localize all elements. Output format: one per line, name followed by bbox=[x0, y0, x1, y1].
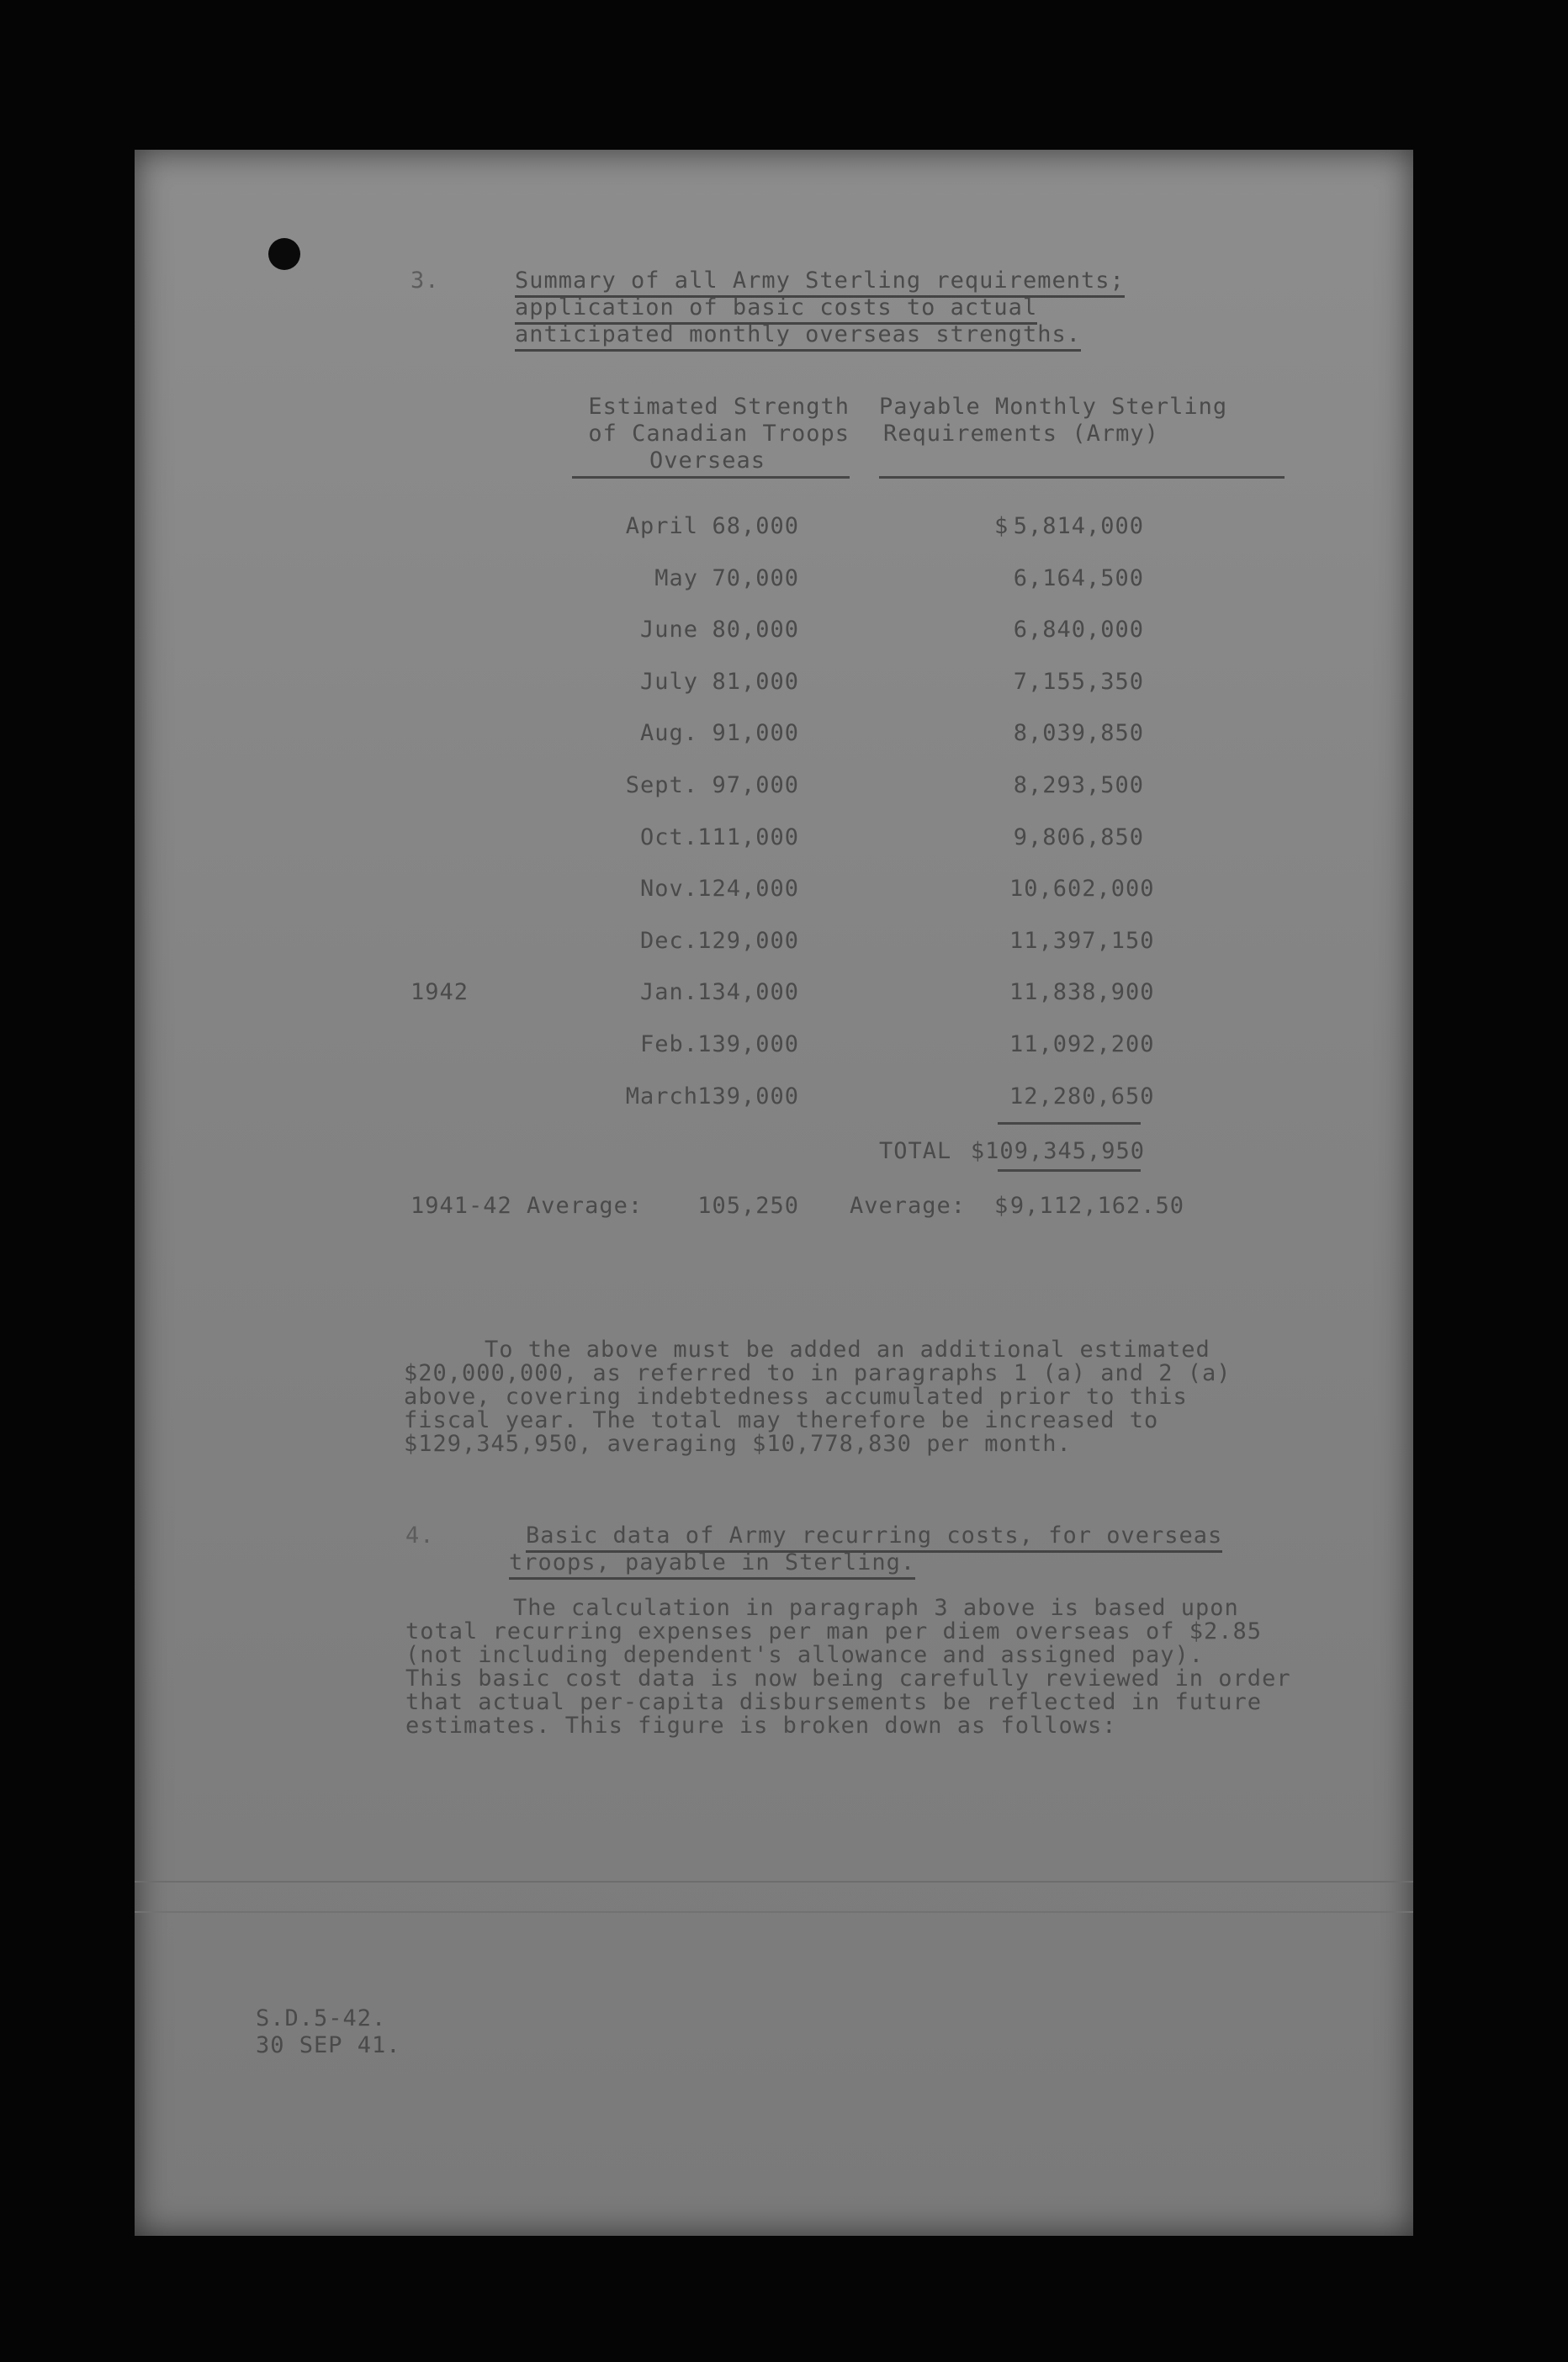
total-label: TOTAL bbox=[879, 1138, 952, 1164]
section-4-heading-line: troops, payable in Sterling. bbox=[509, 1549, 915, 1580]
row-month: Oct. bbox=[639, 824, 698, 850]
row-amount: 7,155,350 bbox=[1013, 669, 1144, 695]
sterling-column-header: Payable Monthly Sterling bbox=[879, 394, 1228, 420]
document-reference: S.D.5-42. bbox=[256, 2005, 387, 2031]
row-strength: 97,000 bbox=[712, 772, 799, 798]
row-strength: 111,000 bbox=[697, 824, 799, 850]
total-rule bbox=[998, 1122, 1141, 1125]
row-strength: 139,000 bbox=[697, 1083, 799, 1110]
row-strength: 81,000 bbox=[712, 669, 799, 695]
table-row bbox=[135, 1031, 1413, 1065]
row-month: April bbox=[625, 513, 698, 539]
paragraph-line: This basic cost data is now being carefully reviewed in order bbox=[405, 1666, 1291, 1692]
row-amount: 6,840,000 bbox=[1013, 617, 1144, 643]
row-amount: 11,397,150 bbox=[1009, 928, 1155, 954]
row-strength: 124,000 bbox=[697, 876, 799, 902]
strength-header-rule bbox=[572, 476, 850, 479]
sterling-column-header: Requirements (Army) bbox=[883, 421, 1159, 447]
paragraph-line: above, covering indebtedness accumulated prior to this bbox=[404, 1384, 1188, 1410]
punch-hole bbox=[268, 238, 300, 270]
row-month: July bbox=[639, 669, 698, 695]
total-underline bbox=[998, 1169, 1141, 1172]
row-month: Aug. bbox=[639, 720, 698, 746]
row-month: Feb. bbox=[639, 1031, 698, 1057]
section-3-heading-line: application of basic costs to actual bbox=[515, 294, 1037, 325]
row-month: March bbox=[625, 1083, 698, 1110]
fold-line bbox=[135, 1881, 1413, 1883]
additional-estimate-paragraph bbox=[404, 1338, 1232, 1456]
paragraph-line: fiscal year. The total may therefore be increased to bbox=[404, 1407, 1159, 1433]
paragraph-line: $20,000,000, as referred to in paragraphs 1 (a) and 2 (a) bbox=[404, 1360, 1232, 1386]
row-month: Sept. bbox=[625, 772, 698, 798]
strength-column-header: of Canadian Troops bbox=[588, 421, 850, 447]
paragraph-line: (not including dependent's allowance and assigned pay). bbox=[405, 1642, 1205, 1668]
section-3-number: 3. bbox=[411, 267, 440, 294]
document-page bbox=[135, 150, 1413, 2236]
table-row bbox=[135, 1083, 1413, 1117]
table-row bbox=[135, 669, 1413, 702]
row-amount: 8,293,500 bbox=[1013, 772, 1144, 798]
paragraph-line: estimates. This figure is broken down as follows: bbox=[405, 1713, 1117, 1739]
row-month: Nov. bbox=[639, 876, 698, 902]
row-strength: 70,000 bbox=[712, 565, 799, 591]
paragraph-line: that actual per-capita disbursements be reflected in future bbox=[405, 1689, 1263, 1715]
row-year: 1942 bbox=[411, 979, 469, 1005]
paragraph-line: The calculation in paragraph 3 above is based upon bbox=[513, 1595, 1239, 1621]
strength-column-header: Estimated Strength bbox=[588, 394, 850, 420]
row-strength: 134,000 bbox=[697, 979, 799, 1005]
table-row bbox=[135, 979, 1413, 1013]
average-strength: 105,250 bbox=[697, 1193, 799, 1219]
row-amount: 10,602,000 bbox=[1009, 876, 1155, 902]
average-amount: 9,112,162.50 bbox=[1009, 1193, 1184, 1219]
table-row bbox=[135, 565, 1413, 599]
document-date: 30 SEP 41. bbox=[256, 2032, 401, 2058]
row-amount: 11,092,200 bbox=[1009, 1031, 1155, 1057]
section-4-number: 4. bbox=[405, 1523, 435, 1549]
table-row bbox=[135, 513, 1413, 547]
row-month: Dec. bbox=[639, 928, 698, 954]
row-month: June bbox=[639, 617, 698, 643]
row-strength: 68,000 bbox=[712, 513, 799, 539]
sterling-header-rule bbox=[879, 476, 1285, 479]
row-strength: 80,000 bbox=[712, 617, 799, 643]
table-row bbox=[135, 876, 1413, 909]
table-row bbox=[135, 928, 1413, 961]
row-currency: $ bbox=[994, 513, 1009, 539]
row-strength: 139,000 bbox=[697, 1031, 799, 1057]
row-amount: 12,280,650 bbox=[1009, 1083, 1155, 1110]
row-month: May bbox=[654, 565, 698, 591]
strength-column-header: Overseas bbox=[649, 448, 766, 474]
row-amount: 11,838,900 bbox=[1009, 979, 1155, 1005]
table-row bbox=[135, 617, 1413, 650]
section-4-heading-line: Basic data of Army recurring costs, for overseas bbox=[526, 1523, 1222, 1553]
section-3-heading-line: Summary of all Army Sterling requirements; bbox=[515, 267, 1125, 298]
paragraph-line: To the above must be added an additional estimated bbox=[485, 1337, 1210, 1363]
section-3-heading-line: anticipated monthly overseas strengths. bbox=[515, 321, 1081, 352]
row-strength: 91,000 bbox=[712, 720, 799, 746]
row-strength: 129,000 bbox=[697, 928, 799, 954]
average-label: 1941-42 Average: bbox=[411, 1193, 644, 1219]
row-amount: 6,164,500 bbox=[1013, 565, 1144, 591]
row-month: Jan. bbox=[639, 979, 698, 1005]
average-amount-label: Average: bbox=[850, 1193, 967, 1219]
row-amount: 8,039,850 bbox=[1013, 720, 1144, 746]
row-amount: 5,814,000 bbox=[1013, 513, 1144, 539]
fold-line bbox=[135, 1911, 1413, 1913]
average-currency: $ bbox=[994, 1193, 1009, 1219]
section-4-body bbox=[405, 1597, 1291, 1738]
total-value: $109,345,950 bbox=[970, 1138, 1145, 1164]
table-row bbox=[135, 824, 1413, 858]
table-row bbox=[135, 772, 1413, 806]
table-row bbox=[135, 720, 1413, 754]
row-amount: 9,806,850 bbox=[1013, 824, 1144, 850]
paragraph-line: $129,345,950, averaging $10,778,830 per month. bbox=[404, 1431, 1072, 1457]
paragraph-line: total recurring expenses per man per diem overseas of $2.85 bbox=[405, 1618, 1263, 1644]
